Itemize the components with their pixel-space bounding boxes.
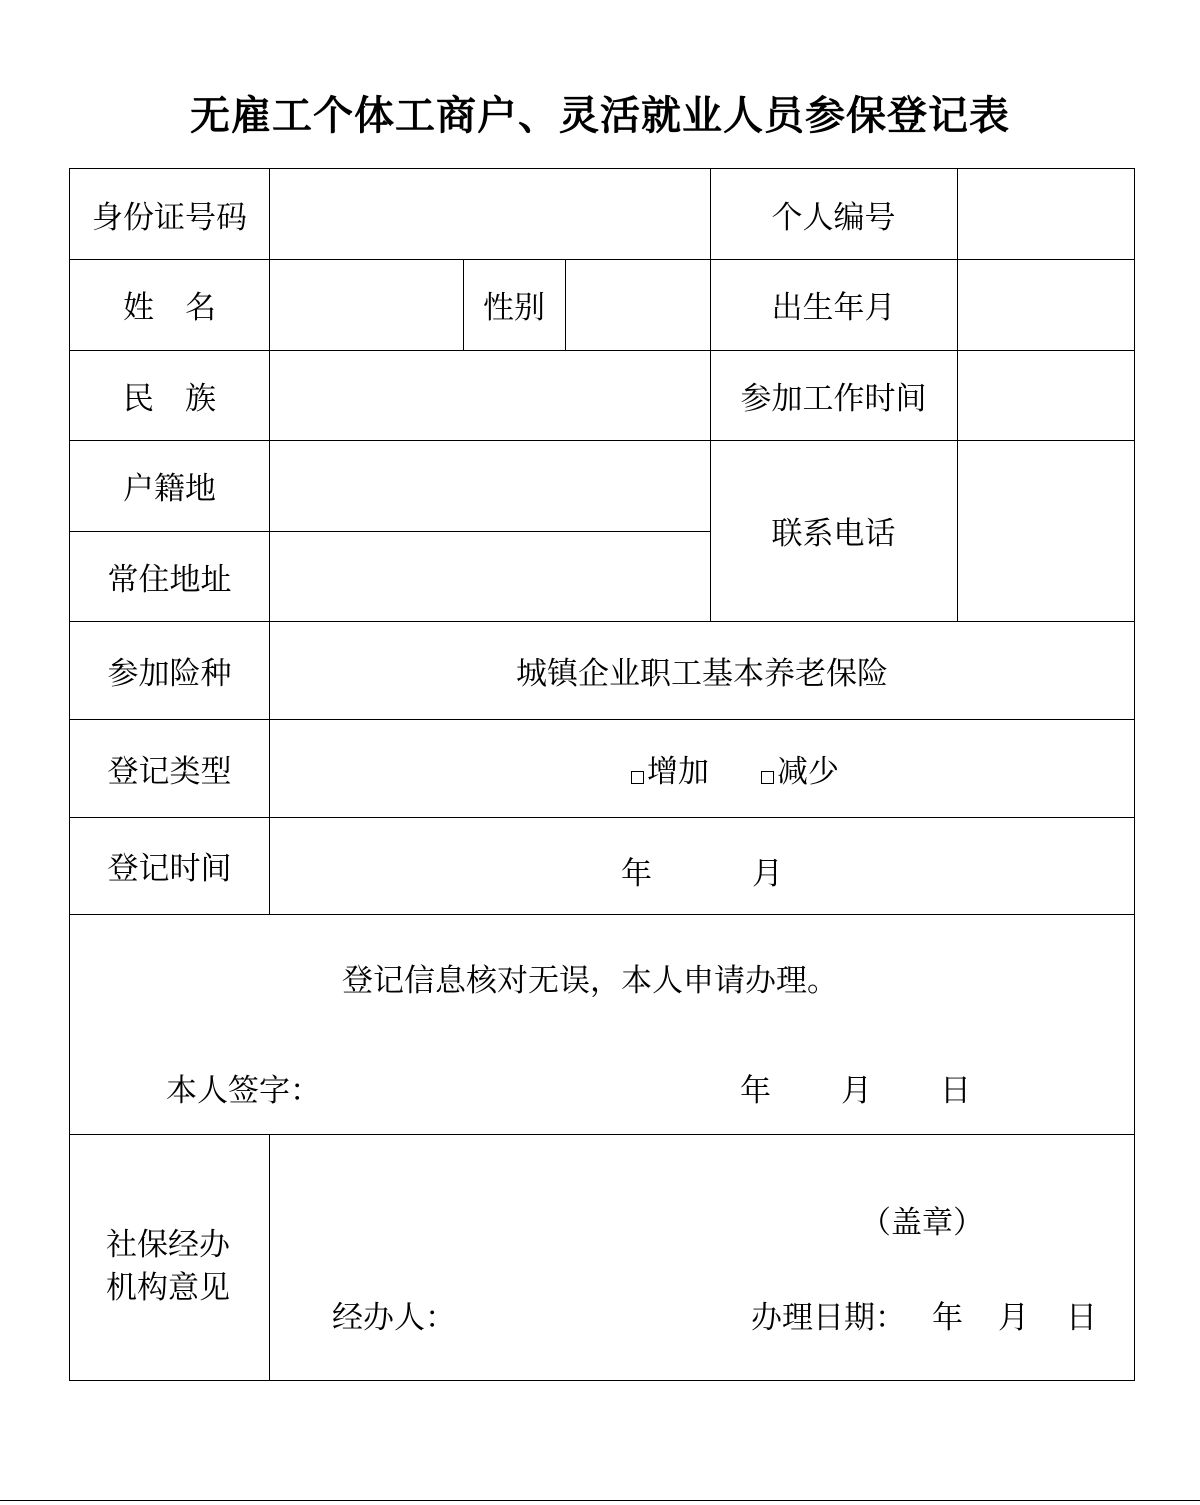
residence-address-field[interactable] xyxy=(270,531,710,621)
signature-year: 年 xyxy=(740,1073,771,1109)
stamp-label: （盖章） xyxy=(860,1205,984,1241)
agency-opinion-label-line2: 机构意见 xyxy=(106,1270,230,1306)
registration-time-label: 登记时间 xyxy=(107,851,232,887)
id-number-field[interactable] xyxy=(270,169,710,259)
insurance-type-value: 城镇企业职工基本养老保险 xyxy=(516,655,888,692)
ethnicity-label: 民 族 xyxy=(123,380,216,417)
handler-label: 经办人： xyxy=(332,1300,456,1336)
signature-month: 月 xyxy=(841,1073,872,1109)
contact-phone-label: 联系电话 xyxy=(771,516,896,552)
registration-type-label: 登记类型 xyxy=(107,753,232,790)
signature-label: 本人签字： xyxy=(166,1073,321,1109)
birth-month-field[interactable] xyxy=(958,259,1134,350)
work-start-time-label: 参加工作时间 xyxy=(740,380,927,417)
name-label: 姓 名 xyxy=(123,290,216,326)
handling-date-label: 办理日期： xyxy=(751,1300,906,1336)
id-number-label: 身份证号码 xyxy=(92,199,247,236)
ethnicity-field[interactable] xyxy=(270,350,710,440)
handling-date-month: 月 xyxy=(998,1300,1029,1336)
declaration-statement: 登记信息核对无误，本人申请办理。 xyxy=(342,963,838,999)
page-bottom-rule xyxy=(0,1500,1200,1501)
residence-address-label: 常住地址 xyxy=(107,561,232,598)
option-increase[interactable] xyxy=(631,746,709,791)
checkbox-icon[interactable] xyxy=(631,771,644,784)
personal-number-field[interactable] xyxy=(958,169,1134,259)
option-decrease-label: 减少 xyxy=(777,753,839,790)
work-start-time-field[interactable] xyxy=(958,350,1134,440)
name-field[interactable] xyxy=(270,259,463,350)
personal-number-label: 个人编号 xyxy=(771,199,896,236)
household-registration-field[interactable] xyxy=(270,440,710,531)
household-registration-label: 户籍地 xyxy=(123,471,216,507)
handling-date-day: 日 xyxy=(1066,1300,1097,1336)
gender-label: 性别 xyxy=(483,290,545,326)
contact-phone-field[interactable] xyxy=(958,440,1134,621)
signature-day: 日 xyxy=(940,1073,971,1109)
column-divider xyxy=(269,1134,270,1380)
option-increase-label: 增加 xyxy=(647,753,709,790)
registration-month-label: 月 xyxy=(752,856,783,892)
insurance-type-label: 参加险种 xyxy=(107,655,232,692)
agency-opinion-label-line1: 社保经办 xyxy=(106,1227,230,1263)
handling-date-year: 年 xyxy=(932,1300,963,1336)
gender-field[interactable] xyxy=(566,259,710,350)
birth-month-label: 出生年月 xyxy=(771,290,896,326)
checkbox-icon[interactable] xyxy=(761,771,774,784)
registration-form-table xyxy=(69,168,1135,1381)
option-decrease[interactable] xyxy=(761,746,839,791)
row-divider xyxy=(70,914,1134,915)
registration-year-label: 年 xyxy=(621,856,652,892)
form-title: 无雇工个体工商户、灵活就业人员参保登记表 xyxy=(190,93,1010,139)
row-divider xyxy=(70,1134,1134,1135)
registration-type-options xyxy=(270,719,1134,817)
